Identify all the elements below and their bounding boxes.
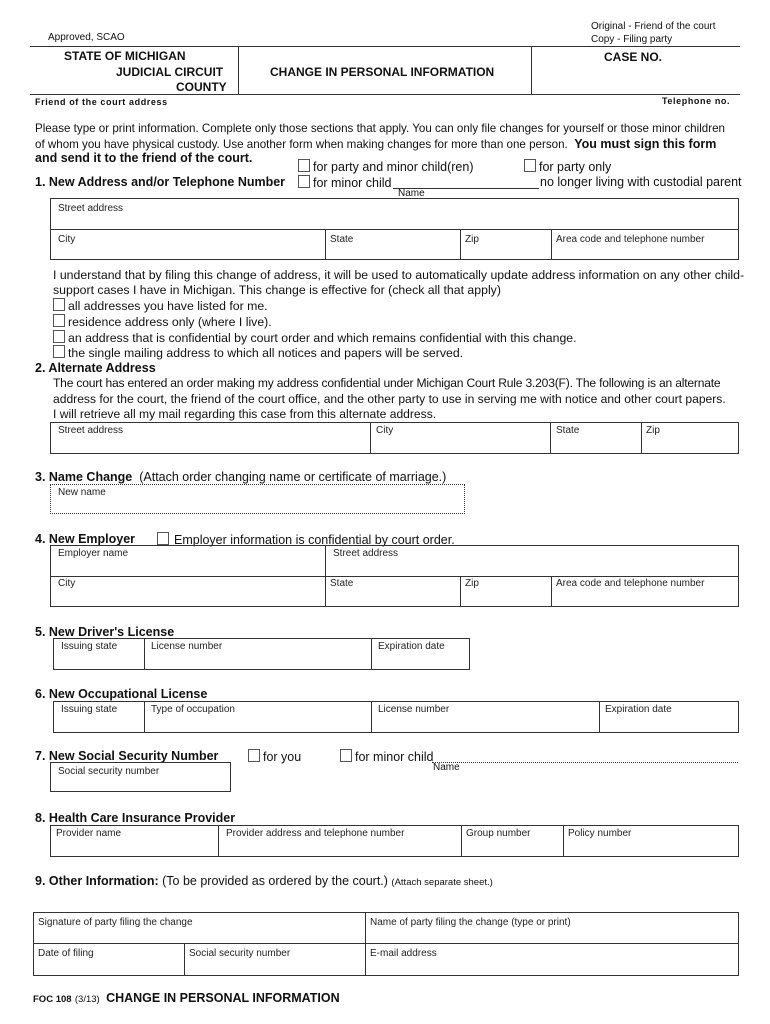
s8-col-3 bbox=[563, 825, 564, 857]
header-divider-2 bbox=[531, 46, 532, 94]
s1-street-input[interactable] bbox=[56, 215, 732, 227]
ssn-label: Social security number bbox=[58, 766, 160, 777]
foc-address-input[interactable] bbox=[35, 108, 635, 122]
s5-col-1 bbox=[144, 638, 145, 670]
section9-text: (To be provided as ordered by the court.) bbox=[162, 874, 388, 888]
state-label: STATE OF MICHIGAN bbox=[64, 49, 186, 63]
checkbox-ssn-for-you[interactable] bbox=[248, 749, 260, 762]
s1-zip-label: Zip bbox=[465, 234, 479, 245]
s1-col-2 bbox=[460, 229, 461, 260]
checkbox-residence[interactable] bbox=[53, 314, 65, 327]
original-copy-line-2: Copy - Filing party bbox=[591, 34, 673, 45]
s6-col-3 bbox=[599, 701, 600, 733]
s8-col-1 bbox=[218, 825, 219, 857]
s5-license-number-input[interactable] bbox=[150, 654, 366, 667]
s6-license-number-input[interactable] bbox=[377, 717, 593, 730]
s6-issuing-state-input[interactable] bbox=[59, 717, 139, 730]
provider-address-input[interactable] bbox=[224, 841, 456, 854]
confidential-label: an address that is confidential by court order and which remains confidential with this change. bbox=[68, 331, 577, 345]
other-info-input[interactable] bbox=[35, 890, 735, 906]
s6-issuing-state-label: Issuing state bbox=[61, 704, 118, 715]
new-name-label: New name bbox=[58, 487, 106, 498]
s1-city-input[interactable] bbox=[56, 246, 320, 258]
checkbox-confidential[interactable] bbox=[53, 330, 65, 343]
footer-title: CHANGE IN PERSONAL INFORMATION bbox=[106, 991, 340, 1005]
s4-state-input[interactable] bbox=[330, 592, 455, 604]
s8-col-2 bbox=[461, 825, 462, 857]
effective-residence[interactable] bbox=[53, 314, 272, 329]
s2-col-2 bbox=[550, 422, 551, 454]
s2-col-1 bbox=[370, 422, 371, 454]
county-name-input[interactable] bbox=[40, 79, 170, 92]
provider-name-input[interactable] bbox=[55, 841, 213, 854]
opt-party-only[interactable] bbox=[524, 159, 611, 174]
section7-title: 7. New Social Security Number bbox=[35, 749, 219, 763]
footer bbox=[33, 991, 340, 1005]
s4-city-input[interactable] bbox=[56, 592, 320, 604]
understand-line-1: I understand that by filing this change of address, it will be used to automatically update address information on any other child- bbox=[53, 268, 745, 282]
s4-col-1 bbox=[325, 545, 326, 607]
section3-title: 3. Name Change bbox=[35, 470, 133, 484]
s4-zip-label: Zip bbox=[465, 578, 479, 589]
s4-zip-input[interactable] bbox=[465, 592, 545, 604]
section4-title: 4. New Employer bbox=[35, 532, 136, 546]
case-no-input[interactable] bbox=[540, 68, 735, 90]
s4-col-3 bbox=[551, 576, 552, 607]
foc-address-label: Friend of the court address bbox=[35, 97, 168, 107]
opt-minor-child[interactable] bbox=[298, 175, 392, 190]
email-input[interactable] bbox=[370, 960, 734, 973]
date-of-filing-label: Date of filing bbox=[38, 948, 94, 959]
policy-number-label: Policy number bbox=[568, 828, 632, 839]
header-divider-1 bbox=[238, 46, 239, 94]
approved-label: Approved, SCAO bbox=[48, 32, 125, 43]
county-label: COUNTY bbox=[176, 80, 227, 94]
s2-street-label: Street address bbox=[58, 425, 124, 436]
s5-expiration-input[interactable] bbox=[377, 654, 465, 667]
s6-type-label: Type of occupation bbox=[151, 704, 235, 715]
instructions-line-2 bbox=[35, 137, 716, 151]
checkbox-minor-child[interactable] bbox=[298, 175, 310, 188]
section9-title: 9. Other Information: bbox=[35, 874, 159, 888]
s4-city-label: City bbox=[58, 578, 76, 589]
form-revision: (3/13) bbox=[74, 994, 100, 1005]
s4-street-input[interactable] bbox=[332, 561, 734, 573]
s2-state-label: State bbox=[556, 425, 580, 436]
s4-phone-label: Area code and telephone number bbox=[556, 578, 705, 589]
new-name-input[interactable] bbox=[56, 499, 460, 511]
s6-type-input[interactable] bbox=[150, 717, 366, 730]
sig-col-main bbox=[365, 912, 366, 976]
s4-state-label: State bbox=[330, 578, 354, 589]
sig-ssn-label: Social security number bbox=[189, 948, 291, 959]
s4-col-2 bbox=[460, 576, 461, 607]
s2-city-label: City bbox=[376, 425, 394, 436]
s5-issuing-state-input[interactable] bbox=[59, 654, 139, 667]
section3-note: (Attach order changing name or certificate of marriage.) bbox=[139, 470, 447, 484]
s4-street-label: Street address bbox=[333, 548, 399, 559]
section8-title: 8. Health Care Insurance Provider bbox=[35, 811, 236, 825]
checkbox-ssn-for-minor[interactable] bbox=[340, 749, 352, 762]
form-title: CHANGE IN PERSONAL INFORMATION bbox=[270, 65, 495, 79]
s1-phone-label: Area code and telephone number bbox=[556, 234, 705, 245]
s1-state-input[interactable] bbox=[330, 246, 455, 258]
checkbox-party-minor[interactable] bbox=[298, 159, 310, 172]
name-caption-2: Name bbox=[433, 762, 460, 773]
alt-text-1: The court has entered an order making my address confidential under Michigan Court Rule 3.203(F). The following is an alternate bbox=[53, 376, 721, 390]
opt-party-minor[interactable] bbox=[298, 159, 473, 174]
s6-expiration-label: Expiration date bbox=[605, 704, 672, 715]
date-of-filing-input[interactable] bbox=[38, 960, 180, 973]
section9-heading bbox=[35, 874, 493, 888]
understand-line-2: support cases I have in Michigan. This change is effective for (check all that apply) bbox=[53, 283, 501, 297]
s1-city-label: City bbox=[58, 234, 76, 245]
circuit-number-input[interactable] bbox=[40, 64, 112, 77]
s4-employer-name-input[interactable] bbox=[56, 561, 320, 573]
sig-ssn-input[interactable] bbox=[189, 960, 361, 973]
ssn-for-you-label: for you bbox=[263, 750, 302, 764]
s1-state-label: State bbox=[330, 234, 354, 245]
alt-text-3: I will retrieve all my mail regarding this case from this alternate address. bbox=[53, 407, 437, 421]
opt-party-minor-label: for party and minor child(ren) bbox=[313, 160, 474, 174]
s4-divider bbox=[50, 576, 739, 577]
checkbox-party-only[interactable] bbox=[524, 159, 536, 172]
s1-address-divider bbox=[50, 229, 739, 230]
checkbox-all-addresses[interactable] bbox=[53, 298, 65, 311]
no-longer-living-label: no longer living with custodial parent bbox=[540, 175, 742, 189]
s2-state-input[interactable] bbox=[556, 438, 636, 451]
s4-phone-input[interactable] bbox=[556, 592, 734, 604]
section5-title: 5. New Driver's License bbox=[35, 625, 175, 639]
effective-all[interactable] bbox=[53, 298, 268, 313]
all-addresses-label: all addresses you have listed for me. bbox=[68, 299, 268, 313]
s2-street-input[interactable] bbox=[56, 438, 364, 451]
effective-mailing[interactable] bbox=[53, 345, 463, 360]
provider-address-label: Provider address and telephone number bbox=[226, 828, 405, 839]
group-number-input[interactable] bbox=[466, 841, 558, 854]
s6-expiration-input[interactable] bbox=[605, 717, 733, 730]
policy-number-input[interactable] bbox=[568, 841, 734, 854]
telephone-label: Telephone no. bbox=[662, 96, 731, 106]
checkbox-mailing[interactable] bbox=[53, 345, 65, 358]
filer-name-label: Name of party filing the change (type or print) bbox=[370, 917, 571, 928]
s1-phone-input[interactable] bbox=[556, 246, 734, 258]
instructions-line-2a: of whom you have physical custody. Use another form when making changes for more than one person. bbox=[35, 138, 568, 151]
ssn-for-minor-label: for minor child bbox=[355, 750, 434, 764]
effective-confidential[interactable] bbox=[53, 330, 577, 345]
instructions-line-3: and send it to the friend of the court. bbox=[35, 151, 253, 165]
circuit-label: JUDICIAL CIRCUIT bbox=[116, 65, 224, 79]
s5-expiration-label: Expiration date bbox=[378, 641, 445, 652]
s4-employer-name-label: Employer name bbox=[58, 548, 129, 559]
section9-note: (Attach separate sheet.) bbox=[391, 877, 493, 888]
s2-zip-input[interactable] bbox=[646, 438, 734, 451]
s1-col-1 bbox=[325, 229, 326, 260]
section3-heading bbox=[35, 470, 446, 484]
ssn-for-minor[interactable] bbox=[340, 749, 434, 764]
s2-col-3 bbox=[641, 422, 642, 454]
s6-col-2 bbox=[371, 701, 372, 733]
signature-divider bbox=[33, 943, 739, 944]
form-number: FOC 108 bbox=[33, 994, 72, 1005]
signature-input[interactable] bbox=[38, 929, 360, 942]
original-copy-line-1: Original - Friend of the court bbox=[591, 21, 716, 32]
s1-col-3 bbox=[551, 229, 552, 260]
must-sign-notice: You must sign this form bbox=[574, 137, 717, 151]
s1-street-label: Street address bbox=[58, 203, 124, 214]
s5-license-number-label: License number bbox=[151, 641, 223, 652]
opt-minor-child-label: for minor child bbox=[313, 176, 392, 190]
section2-title: 2. Alternate Address bbox=[35, 361, 156, 375]
case-no-label: CASE NO. bbox=[604, 50, 663, 64]
s5-issuing-state-label: Issuing state bbox=[61, 641, 118, 652]
filer-name-input[interactable] bbox=[370, 929, 734, 942]
residence-label: residence address only (where I live). bbox=[68, 315, 272, 329]
instructions-line-1: Please type or print information. Complete only those sections that apply. You can only file changes for yourself or those minor children bbox=[35, 122, 725, 135]
signature-label: Signature of party filing the change bbox=[38, 917, 193, 928]
employer-confidential-label: Employer information is confidential by court order. bbox=[174, 533, 455, 547]
s2-zip-label: Zip bbox=[646, 425, 660, 436]
ssn-for-you[interactable] bbox=[248, 749, 301, 764]
checkbox-employer-confidential[interactable] bbox=[157, 532, 169, 545]
ssn-minor-name-line[interactable] bbox=[432, 750, 738, 763]
opt-party-only-label: for party only bbox=[539, 160, 612, 174]
header-top-rule bbox=[30, 46, 740, 47]
group-number-label: Group number bbox=[466, 828, 531, 839]
mailing-label: the single mailing address to which all notices and papers will be served. bbox=[68, 346, 464, 360]
section6-title: 6. New Occupational License bbox=[35, 687, 208, 701]
provider-name-label: Provider name bbox=[56, 828, 122, 839]
alt-text-2: address for the court, the friend of the court office, and the other party to use in serving me with notice and other court papers. bbox=[53, 392, 726, 406]
s5-col-2 bbox=[371, 638, 372, 670]
ssn-input[interactable] bbox=[56, 777, 226, 789]
s1-zip-input[interactable] bbox=[465, 246, 545, 258]
email-label: E-mail address bbox=[370, 948, 437, 959]
s6-license-number-label: License number bbox=[378, 704, 450, 715]
header-bottom-rule bbox=[30, 94, 740, 95]
s2-city-input[interactable] bbox=[376, 438, 544, 451]
sig-col-date bbox=[184, 943, 185, 976]
section1-title: 1. New Address and/or Telephone Number bbox=[35, 175, 286, 189]
name-caption-1: Name bbox=[398, 188, 425, 199]
s6-col-1 bbox=[144, 701, 145, 733]
